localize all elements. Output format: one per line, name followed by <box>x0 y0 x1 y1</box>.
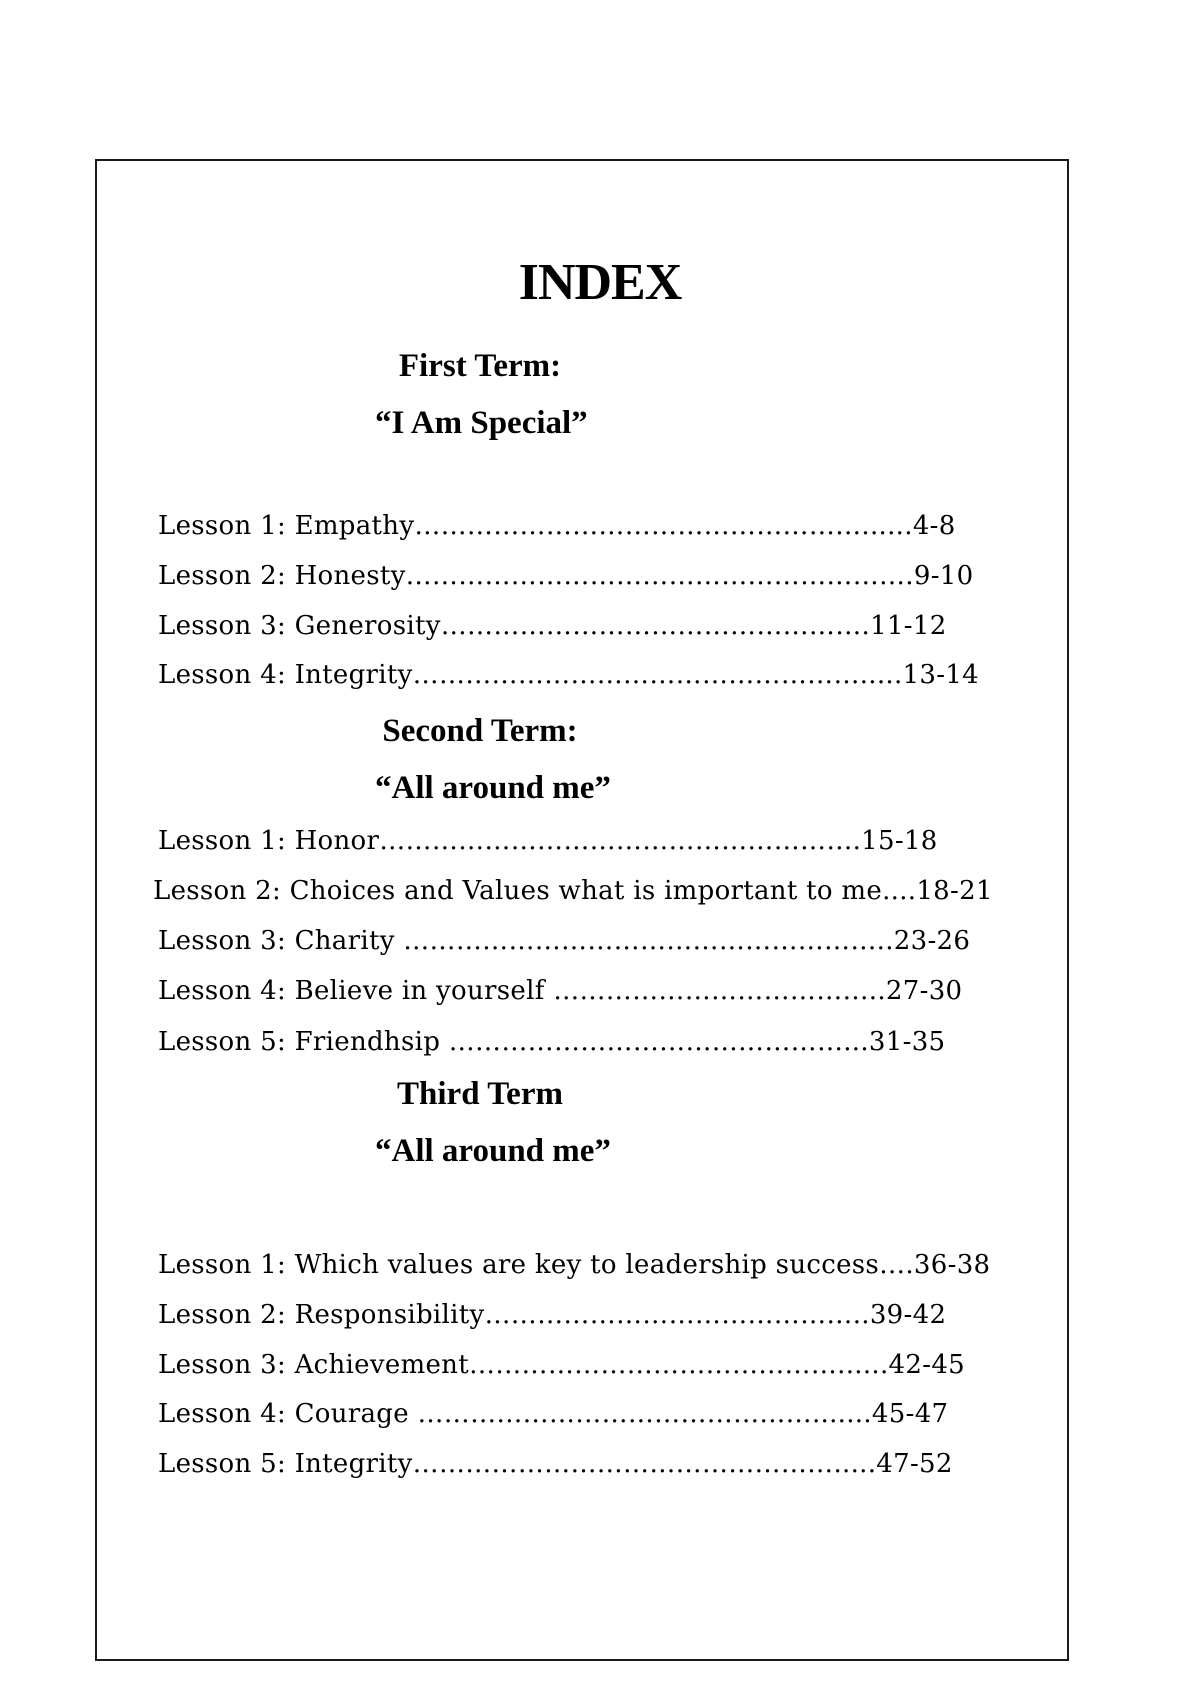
toc-entry: Lesson 4: Believe in yourself ………………………………..27-30 <box>158 976 963 1006</box>
toc-entry: Lesson 1: Empathy……………………………………………......4-8 <box>158 511 956 541</box>
second-term-theme: “All around me” <box>375 770 611 806</box>
toc-entry: Lesson 1: Honor……………………………………………….15-18 <box>158 826 938 856</box>
third-term-theme: “All around me” <box>375 1133 611 1169</box>
toc-entry: Lesson 2: Responsibility……………………………………..39-42 <box>158 1300 947 1330</box>
toc-entry: Lesson 4: Courage ……………………………………….......45-47 <box>158 1399 949 1429</box>
index-title: INDEX <box>518 254 682 311</box>
toc-entry: Lesson 2: Choices and Values what is important to me....18-21 <box>153 876 993 906</box>
toc-entry: Lesson 1: Which values are key to leadership success….36-38 <box>158 1250 991 1280</box>
toc-entry: Lesson 5: Friendhsip ………………………………………...31-35 <box>158 1027 946 1057</box>
toc-entry: Lesson 3: Achievement……………………………………......42-45 <box>158 1350 966 1380</box>
second-term-heading: Second Term: <box>382 713 578 749</box>
first-term-heading: First Term: <box>398 348 562 384</box>
toc-entry: Lesson 5: Integrity………………………………………….....47-52 <box>158 1449 953 1479</box>
toc-entry: Lesson 2: Honesty………………………………………………….9-10 <box>158 561 974 591</box>
toc-entry: Lesson 4: Integrity…………………………………………….....13-14 <box>158 660 980 690</box>
toc-entry: Lesson 3: Generosity………………………………………….11-12 <box>158 611 947 641</box>
third-term-heading: Third Term <box>397 1076 563 1112</box>
toc-entry: Lesson 3: Charity ………………………………………………..23-26 <box>158 926 971 956</box>
first-term-theme: “I Am Special” <box>375 405 588 441</box>
